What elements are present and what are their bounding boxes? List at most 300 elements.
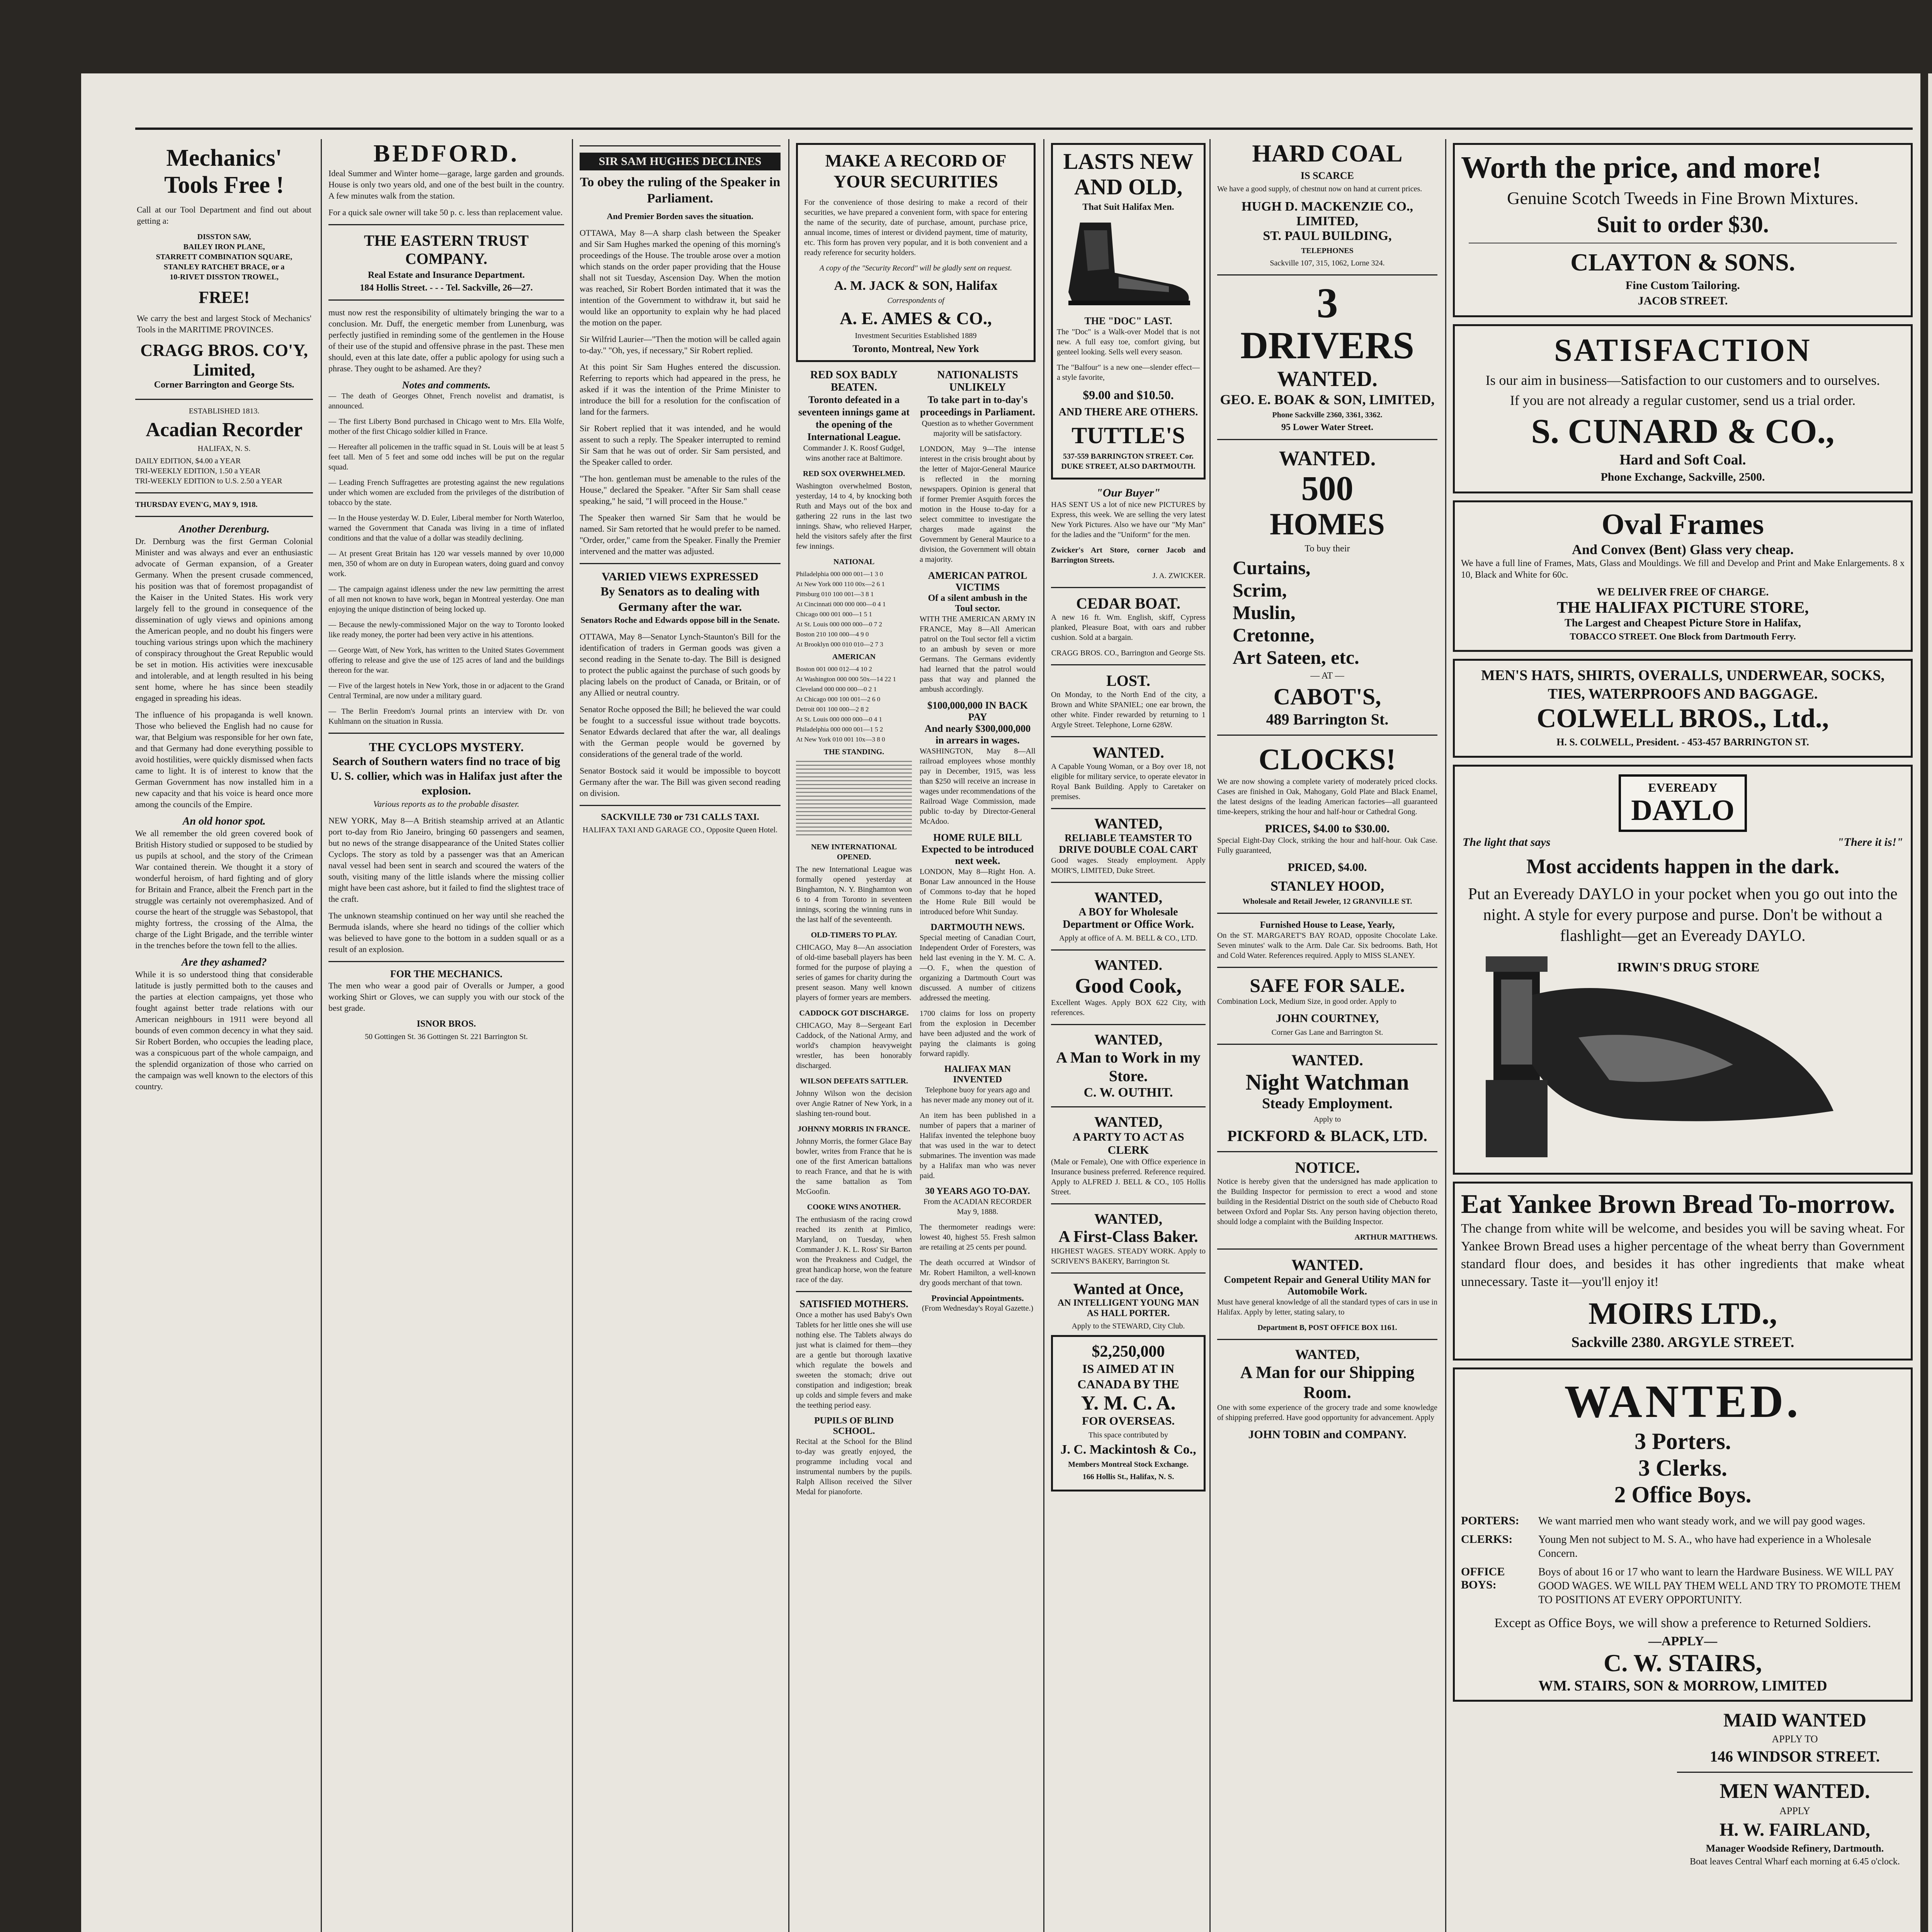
headline: SIR SAM HUGHES DECLINES (580, 153, 781, 170)
eveready-ad (1453, 765, 1913, 1175)
record-headline: MAKE A RECORD OF YOUR SECURITIES (825, 151, 1007, 191)
fairland-sub: Manager Woodside Refinery, Dartmouth. (1706, 1843, 1884, 1854)
mens-text: MEN'S HATS, SHIRTS, OVERALLS, UNDERWEAR, SOCKS, TIES, WATERPROOFS AND BAGGAGE. (1481, 667, 1884, 702)
ames-cities: Toronto, Montreal, New York (852, 343, 979, 354)
headline: THE CYCLOPS MYSTERY. (369, 740, 524, 754)
ymca-amount: $2,250,000 (1092, 1343, 1165, 1361)
mackintosh-address: 166 Hollis St., Halifax, N. S. (1082, 1473, 1174, 1481)
clayton-name: CLAYTON & SONS. (1570, 248, 1795, 276)
edition-row: TRI-WEEKLY EDITION, 1.50 a YEAR (135, 467, 261, 475)
divider (328, 733, 564, 734)
divider (1217, 1248, 1437, 1250)
column-rule (1209, 139, 1211, 1932)
note-item: — Hereafter all policemen in the traffic squad in St. Louis will be at least 5 feet tall. Men of 5 feet and some odd inches will be put on the regular squad. (328, 443, 564, 471)
oval-deliver: WE DELIVER FREE OF CHARGE. (1597, 586, 1769, 598)
article-text: Special meeting of Canadian Court, Independent Order of Foresters, was held last evening in the Y. M. C. A.—O. F., when the question of organizing a Dartmouth Court was discussed. A number of citizens addressed the meeting. (920, 934, 1036, 1002)
buyer-head: "Our Buyer" (1096, 486, 1160, 499)
mackintosh-name: J. C. Mackintosh & Co., (1060, 1442, 1196, 1457)
oval-text: We have a full line of Frames, Mats, Glass and Mouldings. We fill and Develop and Print and Make Enlargements. 8 x 10, Black and White for 60c. (1461, 558, 1905, 580)
mechanics-title: Mechanics' Tools Free ! (164, 145, 284, 198)
headline: AMERICAN PATROL VICTIMS (928, 570, 1027, 593)
divider (135, 492, 313, 493)
homes-wanted: WANTED. (1279, 447, 1376, 470)
cabots-at: — AT — (1310, 671, 1344, 681)
maid-head: MAID WANTED (1723, 1709, 1866, 1731)
address: 50 Gottingen St. 36 Gottingen St. 221 Barrington St. (365, 1032, 528, 1041)
ymca-name: Y. M. C. A. (1081, 1392, 1176, 1414)
accidents-text: Most accidents happen in the dark. (1526, 855, 1840, 878)
column-4 (796, 139, 1036, 1502)
article-text: The Speaker then warned Sir Sam that he would be named. Sir Sam retorted that he would prefer to be named. "Order, order," came from the Speaker. Finally the Premier intervened and the matter was adjusted. (580, 513, 781, 556)
note-item: — The campaign against idleness under the new law permitting the arrest of all men not known to have work, began in Montreal yesterday. One man enjoying the unique distinction of being locked up. (328, 585, 564, 614)
cunard-ad (1453, 324, 1913, 493)
safe-head: SAFE FOR SALE. (1250, 975, 1405, 996)
score-row: Detroit 001 100 000—2 8 2 (796, 706, 869, 713)
mechanics-tools-ad (135, 143, 313, 392)
section-head: OLD-TIMERS TO PLAY. (811, 931, 897, 939)
score-row: Cleveland 000 000 000—0 2 1 (796, 685, 877, 693)
record-note: A copy of the "Security Record" will be gladly sent on request. (819, 264, 1012, 272)
mechanics-body: Call at our Tool Department and find out about getting a: (137, 205, 311, 226)
divider (1051, 736, 1206, 737)
cragg-address: Corner Barrington and George Sts. (154, 380, 294, 390)
wanted-head: WANTED, (1094, 816, 1163, 832)
stpaul: ST. PAUL BUILDING, (1263, 229, 1392, 243)
moirs-name: MOIRS LTD., (1588, 1297, 1777, 1331)
article-text: NEW YORK, May 8—A British steamship arrived at an Atlantic port to-day from Rio Janeiro, bringing 60 passengers and seamen, but no news of the strange disappearance of the United States collier Cyclops. The story as told by a passenger was that an American naval vessel had been sent in search and scoured the waters of the south, visiting many of the little islands where the missing collier might have been cast ashore, but it failed to find the slightest trace of the craft. (328, 816, 564, 904)
newspaper-sheet (81, 73, 1920, 1932)
satisfaction-text: Is our aim in business—Satisfaction to our customers and to ourselves. (1485, 372, 1880, 388)
returned-text: Except as Office Boys, we will show a preference to Returned Soldiers. (1494, 1616, 1871, 1630)
wanted-big: A BOY for Wholesale Department or Office Work. (1063, 906, 1194, 930)
divider (580, 805, 781, 806)
watch-apply: Apply to (1313, 1115, 1341, 1124)
headline: PUPILS OF BLIND SCHOOL. (814, 1416, 894, 1436)
phones-head: TELEPHONES (1301, 247, 1354, 255)
stairs-ad (1453, 1367, 1913, 1702)
clayton-address: JACOB STREET. (1638, 294, 1728, 307)
article-text: Dr. Dernburg was the first German Colonial Minister and was always and ever an enthusiastic advocate of German expansion, of a Greater Germany. When the present crusade commenced, his position was that of foremost propagandist of the Kaiser in the United States. His work very largely fell to the ground in consequence of the dissemination of ugly views and opinions among the American people, and no doubt his fingers were touching various strings upon which the machinery of conspiracy throughout the Great Republic would be set in motion. His activities were inexcusable and intolerable, and at length resulted in his being sent home, where he has since been steadily engaged in spreading his ideas. (135, 536, 313, 703)
colwell-sub: H. S. COLWELL, President. - 453-457 BARRINGTON ST. (1556, 736, 1809, 748)
subhead: Senators Roche and Edwards oppose bill in the Senate. (580, 615, 780, 625)
taxi-ad: SACKVILLE 730 or 731 CALLS TAXI. (601, 812, 759, 822)
wanted-big: WANTED. (1564, 1376, 1801, 1427)
wanted-text: HIGHEST WAGES. STEADY WORK. Apply to SCRIVEN'S BAKERY, Barrington St. (1051, 1247, 1206, 1265)
colwell-name: COLWELL BROS., Ltd., (1536, 704, 1829, 733)
lasts-headline: LASTS NEW AND OLD, (1063, 149, 1194, 199)
wanted-big: Good Cook, (1075, 974, 1182, 997)
hardcoal-text: We have a good supply, of chestnut now on hand at current prices. (1217, 185, 1422, 193)
others: AND THERE ARE OTHERS. (1058, 406, 1198, 418)
wanted-text: Good wages. Steady employment. Apply MOIR'S, LIMITED, Duke Street. (1051, 856, 1206, 875)
headline: HALIFAX MAN INVENTED (944, 1064, 1011, 1085)
article-text: must now rest the responsibility of ultimately bringing the war to a conclusion. Mr. Duff, the energetic member from Lunenburg, was perfectly justified in reminding some of the gentlemen in the House of their use of the stupid and offensive phrase in the past. These men should, even at this late date, offer a public apology for using such a phrase. They ought to be ashamed. Are they? (328, 308, 564, 373)
divider (1051, 1024, 1206, 1025)
wanted-signature: C. W. OUTHIT. (1083, 1085, 1173, 1100)
safe-address: Corner Gas Lane and Barrington St. (1271, 1028, 1383, 1037)
note-item: — At present Great Britain has 120 war vessels manned by over 10,000 men, 350 of whom are on duty in European waters, doing guard and convoy work. (328, 549, 564, 578)
shoe-illustration (1057, 215, 1200, 315)
boys-label: OFFICE BOYS: (1461, 1565, 1505, 1591)
wanted-big: A First-Class Baker. (1058, 1228, 1198, 1246)
article-text: Johnny Morris, the former Glace Bay bowler, writes from France that he is one of the first American battalions to reach France, and that he is with the same battalion as Tom McGoofin. (796, 1137, 912, 1196)
cunard-name: S. CUNARD & CO., (1531, 412, 1835, 451)
repair-text: Competent Repair and General Utility MAN for Automobile Work. (1224, 1274, 1431, 1297)
stock-text: We carry the best and largest Stock of Mechanics' Tools in the MARITIME PROVINCES. (137, 313, 311, 334)
wanted-head: WANTED, (1094, 1032, 1163, 1048)
score-row: At Chicago 000 100 001—2 6 0 (796, 696, 881, 703)
tool-item: STANLEY RATCHET BRACE, or a (163, 263, 285, 271)
score-row: Pittsburg 010 100 001—3 8 1 (796, 590, 874, 598)
flashlight-illustration (1463, 949, 1903, 1165)
homes-number: 500 (1301, 469, 1354, 508)
shipping-big: A Man for our Shipping Room. (1240, 1363, 1415, 1402)
wanted-big: RELIABLE TEAMSTER TO DRIVE DOUBLE COAL CART (1059, 832, 1198, 855)
bedford-title: BEDFORD. (373, 139, 519, 167)
headline: NATIONALISTS UNLIKELY (937, 369, 1018, 393)
section-head: NEW INTERNATIONAL OPENED. (811, 843, 897, 861)
cabots-address: 489 Barrington St. (1266, 711, 1389, 728)
divider (1051, 1106, 1206, 1107)
article-text: The men who wear a good pair of Overalls or Jumper, a good working Shirt or Gloves, we can supply you with our stock of the best grade. (328, 981, 564, 1013)
news-section (920, 369, 1036, 1319)
safe-signature: JOHN COURTNEY, (1276, 1012, 1379, 1025)
score-row: Chicago 000 001 000—1 5 1 (796, 611, 872, 618)
boak-address: 95 Lower Water Street. (1281, 422, 1374, 432)
shipping-text: One with some experience of the grocery trade and some knowledge of shipping preferred. Have good opportunity for advancement. Apply (1217, 1403, 1437, 1422)
boys-text: Boys of about 16 or 17 who want to learn the Hardware Business. WE WILL PAY GOOD WAGES. WE WILL PAY THEM WELL AND TRY TO PROMOTE THEM TO POSITIONS AT EVERY OPPORTUNITY. (1538, 1566, 1901, 1606)
daylo-text: Put an Eveready DAYLO in your pocket when you go out into the night. A style for every purpose and purse. Don't be without a flashlight—get an Eveready DAYLO. (1468, 885, 1898, 945)
buyer-signature: J. A. ZWICKER. (1152, 571, 1206, 580)
doc-text: The "Doc" is a Walk-over Model that is not new. A full easy toe, comfort giving, but genteel looking. Sells well every season. (1057, 328, 1200, 356)
article-text: Johnny Wilson won the decision over Angie Ratner of New York, in a slashing ten-round bout. (796, 1089, 912, 1118)
headline: Another Derenburg. (179, 523, 270, 535)
score-row: At St. Louis 000 000 000—0 4 1 (796, 716, 882, 723)
divider (1217, 274, 1437, 276)
section-head: JOHNNY MORRIS IN FRANCE. (798, 1125, 910, 1133)
column-rule (1445, 139, 1446, 1932)
score-row: At Cincinnati 000 000 000—0 4 1 (796, 600, 886, 608)
doc-head: THE "DOC" LAST. (1084, 315, 1172, 327)
men-apply: APPLY (1779, 1805, 1810, 1816)
wanted-item: 3 Clerks. (1638, 1455, 1727, 1481)
column-1 (135, 139, 313, 1097)
divider (135, 399, 313, 400)
taxi-company: HALIFAX TAXI AND GARAGE CO., Opposite Queen Hotel. (582, 826, 778, 834)
cragg-name: CRAGG BROS. CO'Y, Limited, (140, 341, 308, 379)
repair-signature: Department B, POST OFFICE BOX 1161. (1257, 1323, 1397, 1332)
hardcoal-head: HARD COAL (1252, 139, 1403, 167)
score-row: Philadelphia 000 000 001—1 3 0 (796, 570, 883, 578)
wanted-big: A PARTY TO ACT AS CLERK (1072, 1131, 1184, 1156)
subhead: From the ACADIAN RECORDER May 9, 1888. (923, 1197, 1032, 1216)
section-head: AMERICAN (832, 653, 876, 661)
ymca-text: IS AIMED AT IN CANADA BY THE (1077, 1362, 1179, 1391)
cunard-sub: Hard and Soft Coal. (1619, 452, 1746, 468)
eveready-tagline (1463, 836, 1903, 849)
worth-text: Genuine Scotch Tweeds in Fine Brown Mixtures. (1507, 188, 1859, 208)
goods-item: Cretonne, (1233, 624, 1315, 646)
standings-table (796, 761, 912, 838)
score-row: At Washington 000 000 50x—14 22 1 (796, 675, 896, 683)
balfour-text: The "Balfour" is a new one—slender effect—a style favorite, (1057, 363, 1200, 382)
tobin-name: JOHN TOBIN and COMPANY. (1248, 1428, 1406, 1441)
repair-text2: Must have general knowledge of all the standard types of cars in use in Halifax. Apply by letter, stating salary, to (1217, 1298, 1437, 1316)
subhead: To take part in to-day's proceedings in Parliament. (920, 394, 1035, 418)
note-item: — The death of Georges Ohnet, French novelist and dramatist, is announced. (328, 392, 564, 410)
headline: $100,000,000 IN BACK PAY (927, 700, 1028, 723)
wanted-head: WANTED. (1094, 957, 1163, 973)
article-text: WITH THE AMERICAN ARMY IN FRANCE, May 8—All American patrol on the Toul sector fell a victim to an ambush by seven or more Germans. The Germans evidently had learned that the patrol would pass that way and planned the ambush accordingly. (920, 615, 1036, 694)
free-label: FREE! (199, 288, 250, 307)
wanted-head: WANTED, (1094, 1114, 1163, 1130)
divider (1051, 1203, 1206, 1204)
phones: Sackville 107, 315, 1062, Lorne 324. (1270, 259, 1385, 267)
record-text: For the convenience of those desiring to make a record of their securities, we have prepared a convenient form, with space for entering the name of the security, date of purchase, amount, purchase price, annual income, times of interest or dividend payment, time of maturity, etc. This form has proven very popular, and it is both convenient and a ready reference for security holders. (804, 198, 1027, 257)
maid-men-ads (1677, 1709, 1913, 1869)
stairs-sub: WM. STAIRS, SON & MORROW, LIMITED (1538, 1678, 1827, 1694)
article-text: Sir Wilfrid Laurier—"Then the motion will be called again to-day." "Oh, yes, if necessary," Sir Robert replied. (580, 334, 781, 355)
clerks-label: CLERKS: (1461, 1533, 1513, 1546)
stairs-name: C. W. STAIRS, (1604, 1649, 1762, 1677)
dateline: THURSDAY EVEN'G, MAY 9, 1918. (135, 500, 258, 509)
note-item: — Leading French Suffragettes are protesting against the new regulations under which women are excluded from the privileges of the distribution of tobacco by the state. (328, 478, 564, 507)
subhead: Telephone buoy for years ago and has never made any money out of it. (921, 1086, 1034, 1104)
edition-row: TRI-WEEKLY EDITION to U.S. 2.50 a YEAR (135, 477, 282, 485)
divider (1217, 439, 1437, 440)
yankee-text: The change from white will be welcome, and besides you will be saving wheat. For Yankee Brown Bread uses a higher percentage of the wheat berry than Government standard flour does, and besides it has other ingredients that make wheat unnecessary. Taste it—you'll enjoy it! (1461, 1221, 1905, 1289)
picture-store-sub: The Largest and Cheapest Picture Store in Halifax, (1565, 617, 1801, 629)
divider (1051, 664, 1206, 665)
lost-text: On Monday, to the North End of the city, a Brown and White SPANIEL; one ear brown, the other white. Finder rewarded by returning to 1 Argyle Street. Telephone, Lorne 628W. (1051, 690, 1206, 729)
note-item: — The first Liberty Bond purchased in Chicago went to Mrs. Ella Wolfe, mother of the first Chicago soldier killed in France. (328, 417, 564, 436)
wanted-big: AN INTELLIGENT YOUNG MAN AS HALL PORTER. (1057, 1298, 1199, 1318)
clocks-text: We are now showing a complete variety of moderately priced clocks. Cases are finished in Oak, Mahogany, Gold Plate and Black Enamel, the latest designs of the leading American factories—all guaranteed time-keepers, striking the hour and half-hour or Cathedral Gong. (1217, 777, 1437, 816)
trust-name: THE EASTERN TRUST COMPANY. (364, 232, 529, 267)
article-text: CHICAGO, May 8—An association of old-time baseball players has been formed for the purpose of playing a series of games for charity during the present season. Many well known players of former years are members. (796, 943, 912, 1002)
article-text: While it is so understood thing that considerable latitude is justly permitted both to the causes and the parties at election campaigns, yet those who fought against better trade relations with our American neighbours in 1911 were beyond all bounds of even common decency in what they said. Sir Robert Borden, who occupies the leading place, was a conspicuous part of the whole campaign, and the splendid organization of those who carried on the campaign was well known to the electors of this country. (135, 969, 313, 1091)
furnished-head: Furnished House to Lease, Yearly, (1260, 920, 1395, 930)
article-text: Recital at the School for the Blind to-day was greatly enjoyed, the programme including vocal and instrumental numbers by the pupils. Ralph Allison received the Silver Medal for pianoforte. (796, 1437, 912, 1496)
headline: FOR THE MECHANICS. (390, 968, 503, 980)
homes-sub: To buy their (1304, 544, 1350, 554)
clayton-sub: Fine Custom Tailoring. (1626, 279, 1740, 292)
subhead: Commander J. K. Roosf Gudgel, wins another race at Baltimore. (803, 444, 905, 463)
hardcoal-sub: IS SCARCE (1301, 170, 1354, 181)
moirs-address: Sackville 2380. ARGYLE STREET. (1571, 1334, 1794, 1350)
tuttle-address: 537-559 BARRINGTON STREET. Cor. DUKE STREET, ALSO DARTMOUTH. (1061, 452, 1196, 471)
paper-name: Acadian Recorder (146, 419, 303, 441)
article-text: The unknown steamship continued on her way until she reached the Bermuda islands, where she heard no tidings of the collier which was believed to have gone to the bottom in a sudden squall or as a result of an explosion. (328, 911, 564, 954)
article-text: The thermometer readings were: lowest 40, highest 55. Fresh salmon are retailing at 25 cents per pound. (920, 1223, 1036, 1252)
shoe-prices: $9.00 and $10.50. (1083, 388, 1174, 402)
drivers-number: 3 (1316, 279, 1338, 327)
buyer-foot: Zwicker's Art Store, corner Jacob and Barrington Streets. (1051, 546, 1206, 565)
divider (1217, 913, 1437, 914)
headline: HOME RULE BILL (933, 832, 1022, 843)
drivers-wanted: WANTED. (1277, 367, 1378, 391)
divider (1051, 587, 1206, 588)
tuttle-shoe-ad (1051, 143, 1206, 480)
moirs-ad (1453, 1182, 1913, 1361)
trust-address: 184 Hollis Street. - - - Tel. Sackville, 26—27. (360, 283, 533, 293)
furnished-text: On the ST. MARGARET'S BAY ROAD, opposite Chocolate Lake. Seven minutes' walk to the Arm. Dale Car. Six bedrooms. Bath, Hot and Cold Water. References required. Apply to MISS SLANEY. (1217, 931, 1437, 960)
clocks-head: CLOCKS! (1259, 742, 1396, 776)
ymca-contrib: This space contributed by (1088, 1431, 1168, 1439)
established: ESTABLISHED 1813. (189, 407, 260, 415)
colwell-ad (1453, 659, 1913, 758)
hood-sub: Wholesale and Retail Jeweler, 12 GRANVILLE ST. (1242, 897, 1412, 906)
buyer-text: HAS SENT US a lot of nice new PICTURES by Express, this week. We are selling the very latest New York Pictures. Also we have our "My Man" for the ladies and the "Uniform" for the men. (1051, 500, 1206, 539)
divider (1677, 1772, 1913, 1773)
bedford-text: Ideal Summer and Winter home—garage, large garden and grounds. House is only two years old, and one of the best built in the country. A few minutes walk from the station. (328, 168, 564, 201)
lost-head: LOST. (1106, 672, 1150, 689)
wanted-big: A Man to Work in my Store. (1056, 1049, 1201, 1085)
note-item: — The Berlin Freedom's Journal prints an interview with Dr. von Kuhlmann on the situation in Russia. (328, 707, 564, 726)
tuttle-name: TUTTLE'S (1071, 423, 1185, 448)
picture-store-name: THE HALIFAX PICTURE STORE, (1557, 599, 1809, 617)
article-text: We all remember the old green covered book of British History studied or supposed to be studied by us pupils at school, and the story of the Crimean War contained therein. We thought it a story of wonderful heroism, of hard fighting and of glory for Britain and France, albeit the French part in the struggle was certainly not overemphasized. And of course the heart of the struggle was Sebastopol, that mighty fortress, the crossing of the Alma, the charge of the Light Brigade, and the terrible winter in the trenches before the town fell to the allies. (135, 828, 313, 950)
column-8 (1453, 139, 1913, 1869)
clerks-row (1461, 1533, 1905, 1561)
ames-sub: Investment Securities Established 1889 (855, 332, 977, 340)
wanted-head: WANTED. (1092, 744, 1164, 761)
clerks-text: Young Men not subject to M. S. A., who have had experience in a Wholesale Concern. (1538, 1534, 1871, 1560)
headline: Notes and comments. (402, 379, 491, 391)
boak-phone: Phone Sackville 2360, 3361, 3362. (1272, 411, 1383, 419)
tool-item: BAILEY IRON PLANE, (183, 243, 265, 251)
subhead: To obey the ruling of the Speaker in Parliament. (580, 175, 781, 206)
column-2 (328, 139, 564, 1044)
porters-row (1461, 1514, 1905, 1528)
note-item: — In the House yesterday W. D. Euler, Liberal member for North Waterloo, warned the Government that Canada was living in a time of inflated conditions and that the value of a dollar was steadily declining. (328, 514, 564, 543)
clocks-special-price: PRICED, $4.00. (1287, 861, 1367, 874)
goods-item: Scrim, (1233, 579, 1287, 601)
article-text: Once a mother has used Baby's Own Tablets for her little ones she will use nothing else. The Tablets always do just what is claimed for them—they are a gentle but thorough laxative which regulate the bowels and sweeten the stomach; drive out constipation and indigestion; break up colds and simple fevers and make the teething period easy. (796, 1311, 912, 1410)
subhead: By Senators as to dealing with Germany after the war. (600, 584, 760, 614)
oval-head: Oval Frames (1601, 508, 1764, 541)
ymca-for: FOR OVERSEAS. (1082, 1415, 1175, 1427)
divider (328, 961, 564, 962)
cunard-phone: Phone Exchange, Sackville, 2500. (1600, 471, 1765, 483)
subhead: And Premier Borden saves the situation. (607, 211, 753, 221)
divider (1051, 808, 1206, 809)
oval-sub: And Convex (Bent) Glass very cheap. (1572, 542, 1794, 557)
cedar-signature: CRAGG BROS. CO., Barrington and George Sts. (1051, 649, 1206, 657)
note-item: — George Watt, of New York, has written to the United States Government offering to release and give the use of 125 acres of land and the buildings thereon for the war. (328, 646, 564, 675)
note-item: — Five of the largest hotels in New York, those in or adjacent to the Grand Central Terminal, are now under a military guard. (328, 682, 564, 700)
mackenzie-name: HUGH D. MACKENZIE CO., LIMITED, (1242, 199, 1413, 228)
maid-apply: APPLY TO (1772, 1733, 1818, 1745)
column-rule (572, 139, 573, 1932)
article-text: LONDON, May 8—Right Hon. A. Bonar Law announced in the House of Commons to-day that he hoped the Home Rule Bill would be introduced before Whit Sunday. (920, 867, 1036, 916)
edition-row: DAILY EDITION, $4.00 a YEAR (135, 457, 241, 465)
column-7 (1217, 139, 1437, 1441)
wanted-text: A Capable Young Woman, or a Boy over 18, not eligible for military service, to operate elevator in Royal Bank Building. Apply to Caretaker on premises. (1051, 762, 1206, 801)
yankee-head: Eat Yankee Brown Bread To-morrow. (1461, 1189, 1895, 1219)
divider (1217, 735, 1437, 736)
drivers-head: DRIVERS (1240, 324, 1415, 367)
notice-head: NOTICE. (1295, 1159, 1360, 1176)
section-head: WILSON DEFEATS SATTLER. (800, 1077, 908, 1085)
apply-text: —APPLY— (1648, 1634, 1718, 1648)
irwin-name: IRWIN'S DRUG STORE (1617, 960, 1760, 975)
divider (1051, 949, 1206, 951)
divider (580, 145, 781, 146)
wanted-head: WANTED, (1094, 1211, 1163, 1227)
trust-sub: Real Estate and Insurance Department. (368, 270, 525, 280)
score-row: At New York 010 001 10x—3 8 0 (796, 736, 885, 743)
clayton-ad (1453, 143, 1913, 317)
securities-ad (796, 143, 1036, 362)
section-head: THE STANDING. (823, 748, 884, 756)
goods-item: Art Sateen, etc. (1233, 646, 1359, 668)
subhead: Various reports as to the probable disaster. (373, 799, 519, 809)
article-text: The influence of his propaganda is well known. Those who believed the English had no cause for war, that Belgium was responsible for her own fate, and that Germany had done everything possible to avoid hostilities, were quickly dismissed when facts came to light. It is of interest to know that the German Government has now installed him in a new capacity and that his voice is heard once more among the councils of the Empire. (135, 710, 313, 809)
subhead: Question as to whether Government majority will be satisfactory. (922, 419, 1034, 438)
score-row: At Brooklyn 000 010 010—2 7 3 (796, 641, 883, 648)
section-head: COOKE WINS ANOTHER. (807, 1203, 901, 1211)
eveready-logo (1619, 774, 1747, 832)
wanted-item: 2 Office Boys. (1614, 1482, 1752, 1507)
headline: Provincial Appointments. (931, 1293, 1024, 1303)
lasts-sub: That Suit Halifax Men. (1082, 202, 1174, 212)
column-6 (1051, 139, 1206, 1498)
article-text: An item has been published in a number of papers that a mariner of Halifax invented the telephone buoy that was used in the war to detect submarines. The invention was made by a Halifax man who was never paid. (920, 1111, 1036, 1180)
column-rule (1043, 139, 1044, 1932)
bottom-ads (1453, 1709, 1913, 1869)
sports-section (796, 369, 912, 1502)
boot-icon (1057, 215, 1196, 311)
tool-item: DISSTON SAW, (197, 233, 251, 241)
fairland-text: Boat leaves Central Wharf each morning at 6.45 o'clock. (1690, 1857, 1900, 1867)
article-text: Washington overwhelmed Boston, yesterday, 14 to 4, by knocking both Ruth and Mays out of the box and gathering 22 runs in the last two innings. Shaw, who relieved Harper, held the visitors safely after the first few innings. (796, 482, 912, 551)
article-text: OTTAWA, May 8—A sharp clash between the Speaker and Sir Sam Hughes marked the opening of this morning's proceedings of the House. The trouble arose over a motion which stands on the order paper providing that the House shall not sit Tuesday, Ascension Day. When the motion was reached, Sir Robert Borden intimated that it was the intention of the Government to withdraw it, but said he would like an opportunity to explain why he had placed the motion on the paper. (580, 228, 781, 327)
divider (328, 224, 564, 225)
divider (1217, 1044, 1437, 1045)
subhead: (From Wednesday's Royal Gazette.) (922, 1304, 1034, 1313)
bedford-text: For a quick sale owner will take 50 p. c. less than replacement value. (328, 207, 563, 217)
jack-name: A. M. JACK & SON, Halifax (834, 279, 998, 293)
eveready-brand: DAYLO (1631, 794, 1735, 827)
headline: SATISFIED MOTHERS. (799, 1298, 908, 1310)
score-row: Boston 001 000 012—4 10 2 (796, 665, 872, 673)
section-head: RED SOX OVERWHELMED. (803, 469, 905, 478)
section-head: CADDOCK GOT DISCHARGE. (799, 1009, 909, 1017)
score-row: At New York 000 110 00x—2 6 1 (796, 580, 885, 588)
cedar-text: A new 16 ft. Wm. English, skiff, Cypress planked, Pleasure Boat, with oars and rubber cushion. Sold at a bargain. (1051, 613, 1206, 642)
tool-item: STARRETT COMBINATION SQUARE, (156, 253, 293, 261)
wanted-text: (Male or Female), One with Office experience in Insurance business preferred. Reference required. Apply to ALFRED J. BELL & CO., 105 Hollis Street. (1051, 1158, 1206, 1196)
cabots-name: CABOT'S, (1273, 684, 1381, 709)
article-text: Senator Roche opposed the Bill; he believed the war could be fought to a successful issue without trade boycotts. Senator Edwards declared that after the war, all dealings with the German people would be governed by considerations of the general trade of the world. (580, 704, 781, 759)
fairland-name: H. W. FAIRLAND, (1719, 1820, 1870, 1840)
there-text: "There it is!" (1837, 836, 1903, 849)
divider (1217, 967, 1437, 968)
headline: VARIED VIEWS EXPRESSED (602, 570, 759, 583)
pickford-name: PICKFORD & BLACK, LTD. (1227, 1127, 1427, 1145)
watch-sub: Steady Employment. (1262, 1095, 1393, 1112)
satisfaction-head: SATISFACTION (1554, 332, 1811, 368)
boak-name: GEO. E. BOAK & SON, LIMITED, (1220, 392, 1435, 407)
light-text: The light that says (1463, 836, 1551, 849)
column-3 (580, 139, 781, 837)
divider (580, 563, 781, 564)
column-rule (788, 139, 789, 1932)
satisfaction-text2: If you are not already a regular customer, send us a trial order. (1510, 393, 1856, 408)
top-rule (135, 128, 1913, 130)
divider (328, 299, 564, 301)
